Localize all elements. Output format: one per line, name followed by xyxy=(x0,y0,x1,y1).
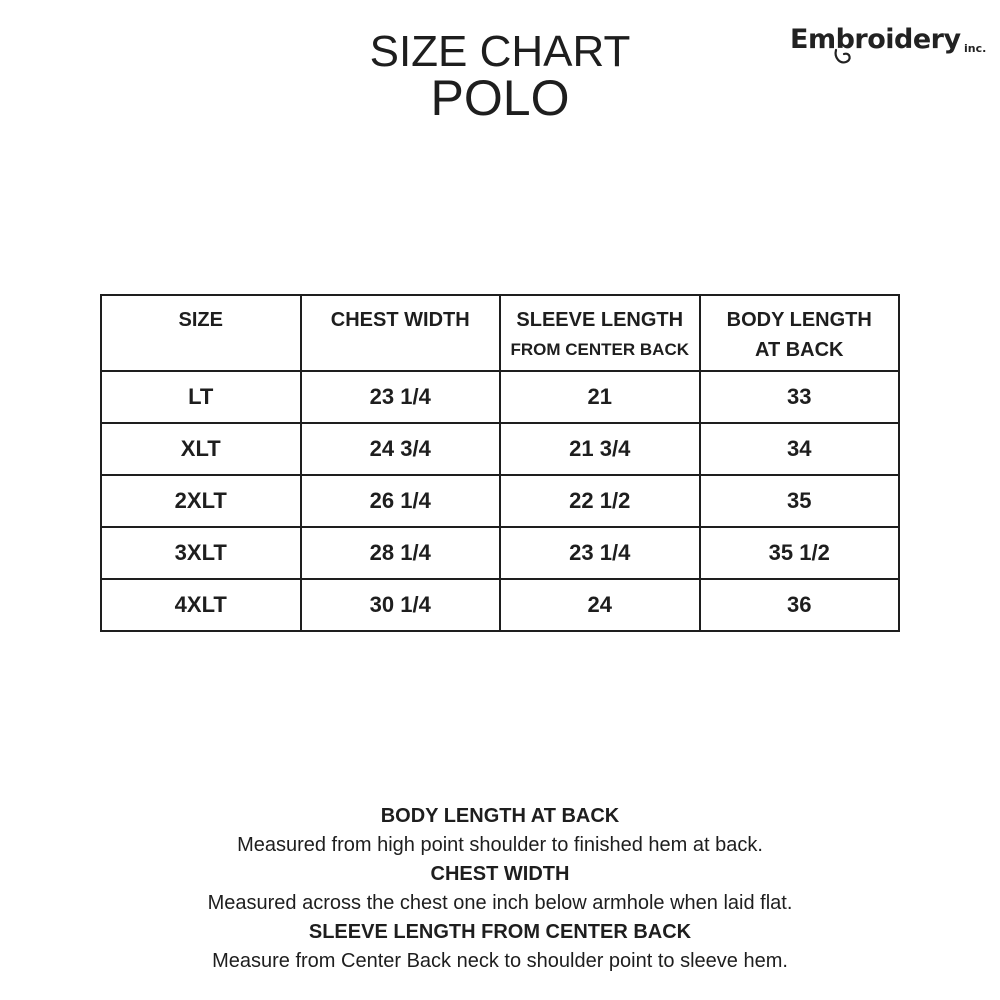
table-row xyxy=(101,475,899,527)
cell-chest-width: 23 1/4 xyxy=(301,371,501,423)
header-label: SIZE xyxy=(178,309,223,331)
logo-needle-icon xyxy=(832,48,858,66)
table-row xyxy=(101,527,899,579)
cell-body-length: 35 1/2 xyxy=(700,527,900,579)
page-subtitle: POLO xyxy=(430,70,570,126)
header-sleeve-length xyxy=(500,295,700,371)
table-header-row xyxy=(101,295,899,371)
note-heading-sleeve-length: SLEEVE LENGTH FROM CENTER BACK xyxy=(308,921,692,943)
note-text-body-length: Measured from high point shoulder to finished hem at back. xyxy=(237,834,763,856)
header-label: SLEEVE LENGTH xyxy=(516,309,684,331)
header-sublabel: FROM CENTER BACK xyxy=(510,340,689,359)
note-text-chest-width: Measured across the chest one inch below armhole when laid flat. xyxy=(207,892,793,914)
cell-sleeve-length: 22 1/2 xyxy=(500,475,700,527)
header-label: CHEST WIDTH xyxy=(330,309,470,331)
cell-sleeve-length: 23 1/4 xyxy=(500,527,700,579)
cell-body-length: 35 xyxy=(700,475,900,527)
cell-sleeve-length: 24 xyxy=(500,579,700,631)
cell-size: XLT xyxy=(101,423,301,475)
cell-chest-width: 28 1/4 xyxy=(301,527,501,579)
cell-size: 3XLT xyxy=(101,527,301,579)
cell-sleeve-length: 21 3/4 xyxy=(500,423,700,475)
brand-logo xyxy=(790,22,990,66)
cell-body-length: 34 xyxy=(700,423,900,475)
cell-body-length: 36 xyxy=(700,579,900,631)
header-sublabel: AT BACK xyxy=(754,339,844,361)
note-heading-body-length: BODY LENGTH AT BACK xyxy=(380,805,620,827)
table-row xyxy=(101,579,899,631)
note-text-sleeve-length: Measure from Center Back neck to shoulder point to sleeve hem. xyxy=(212,950,788,972)
cell-sleeve-length: 21 xyxy=(500,371,700,423)
header-label: BODY LENGTH xyxy=(726,309,872,331)
cell-size: LT xyxy=(101,371,301,423)
header-body-length xyxy=(700,295,900,371)
cell-chest-width: 24 3/4 xyxy=(301,423,501,475)
note-heading-chest-width: CHEST WIDTH xyxy=(430,863,570,885)
table-row xyxy=(101,423,899,475)
cell-size: 4XLT xyxy=(101,579,301,631)
table-row xyxy=(101,371,899,423)
cell-chest-width: 26 1/4 xyxy=(301,475,501,527)
logo-wordmark: Embroidery xyxy=(790,24,961,55)
cell-chest-width: 30 1/4 xyxy=(301,579,501,631)
cell-body-length: 33 xyxy=(700,371,900,423)
cell-size: 2XLT xyxy=(101,475,301,527)
page-title: SIZE CHART xyxy=(369,27,631,76)
measurement-notes xyxy=(0,802,1000,976)
logo-suffix: inc. xyxy=(964,42,987,55)
header-size xyxy=(101,295,301,371)
header-chest-width xyxy=(301,295,501,371)
size-chart-table xyxy=(100,294,900,632)
